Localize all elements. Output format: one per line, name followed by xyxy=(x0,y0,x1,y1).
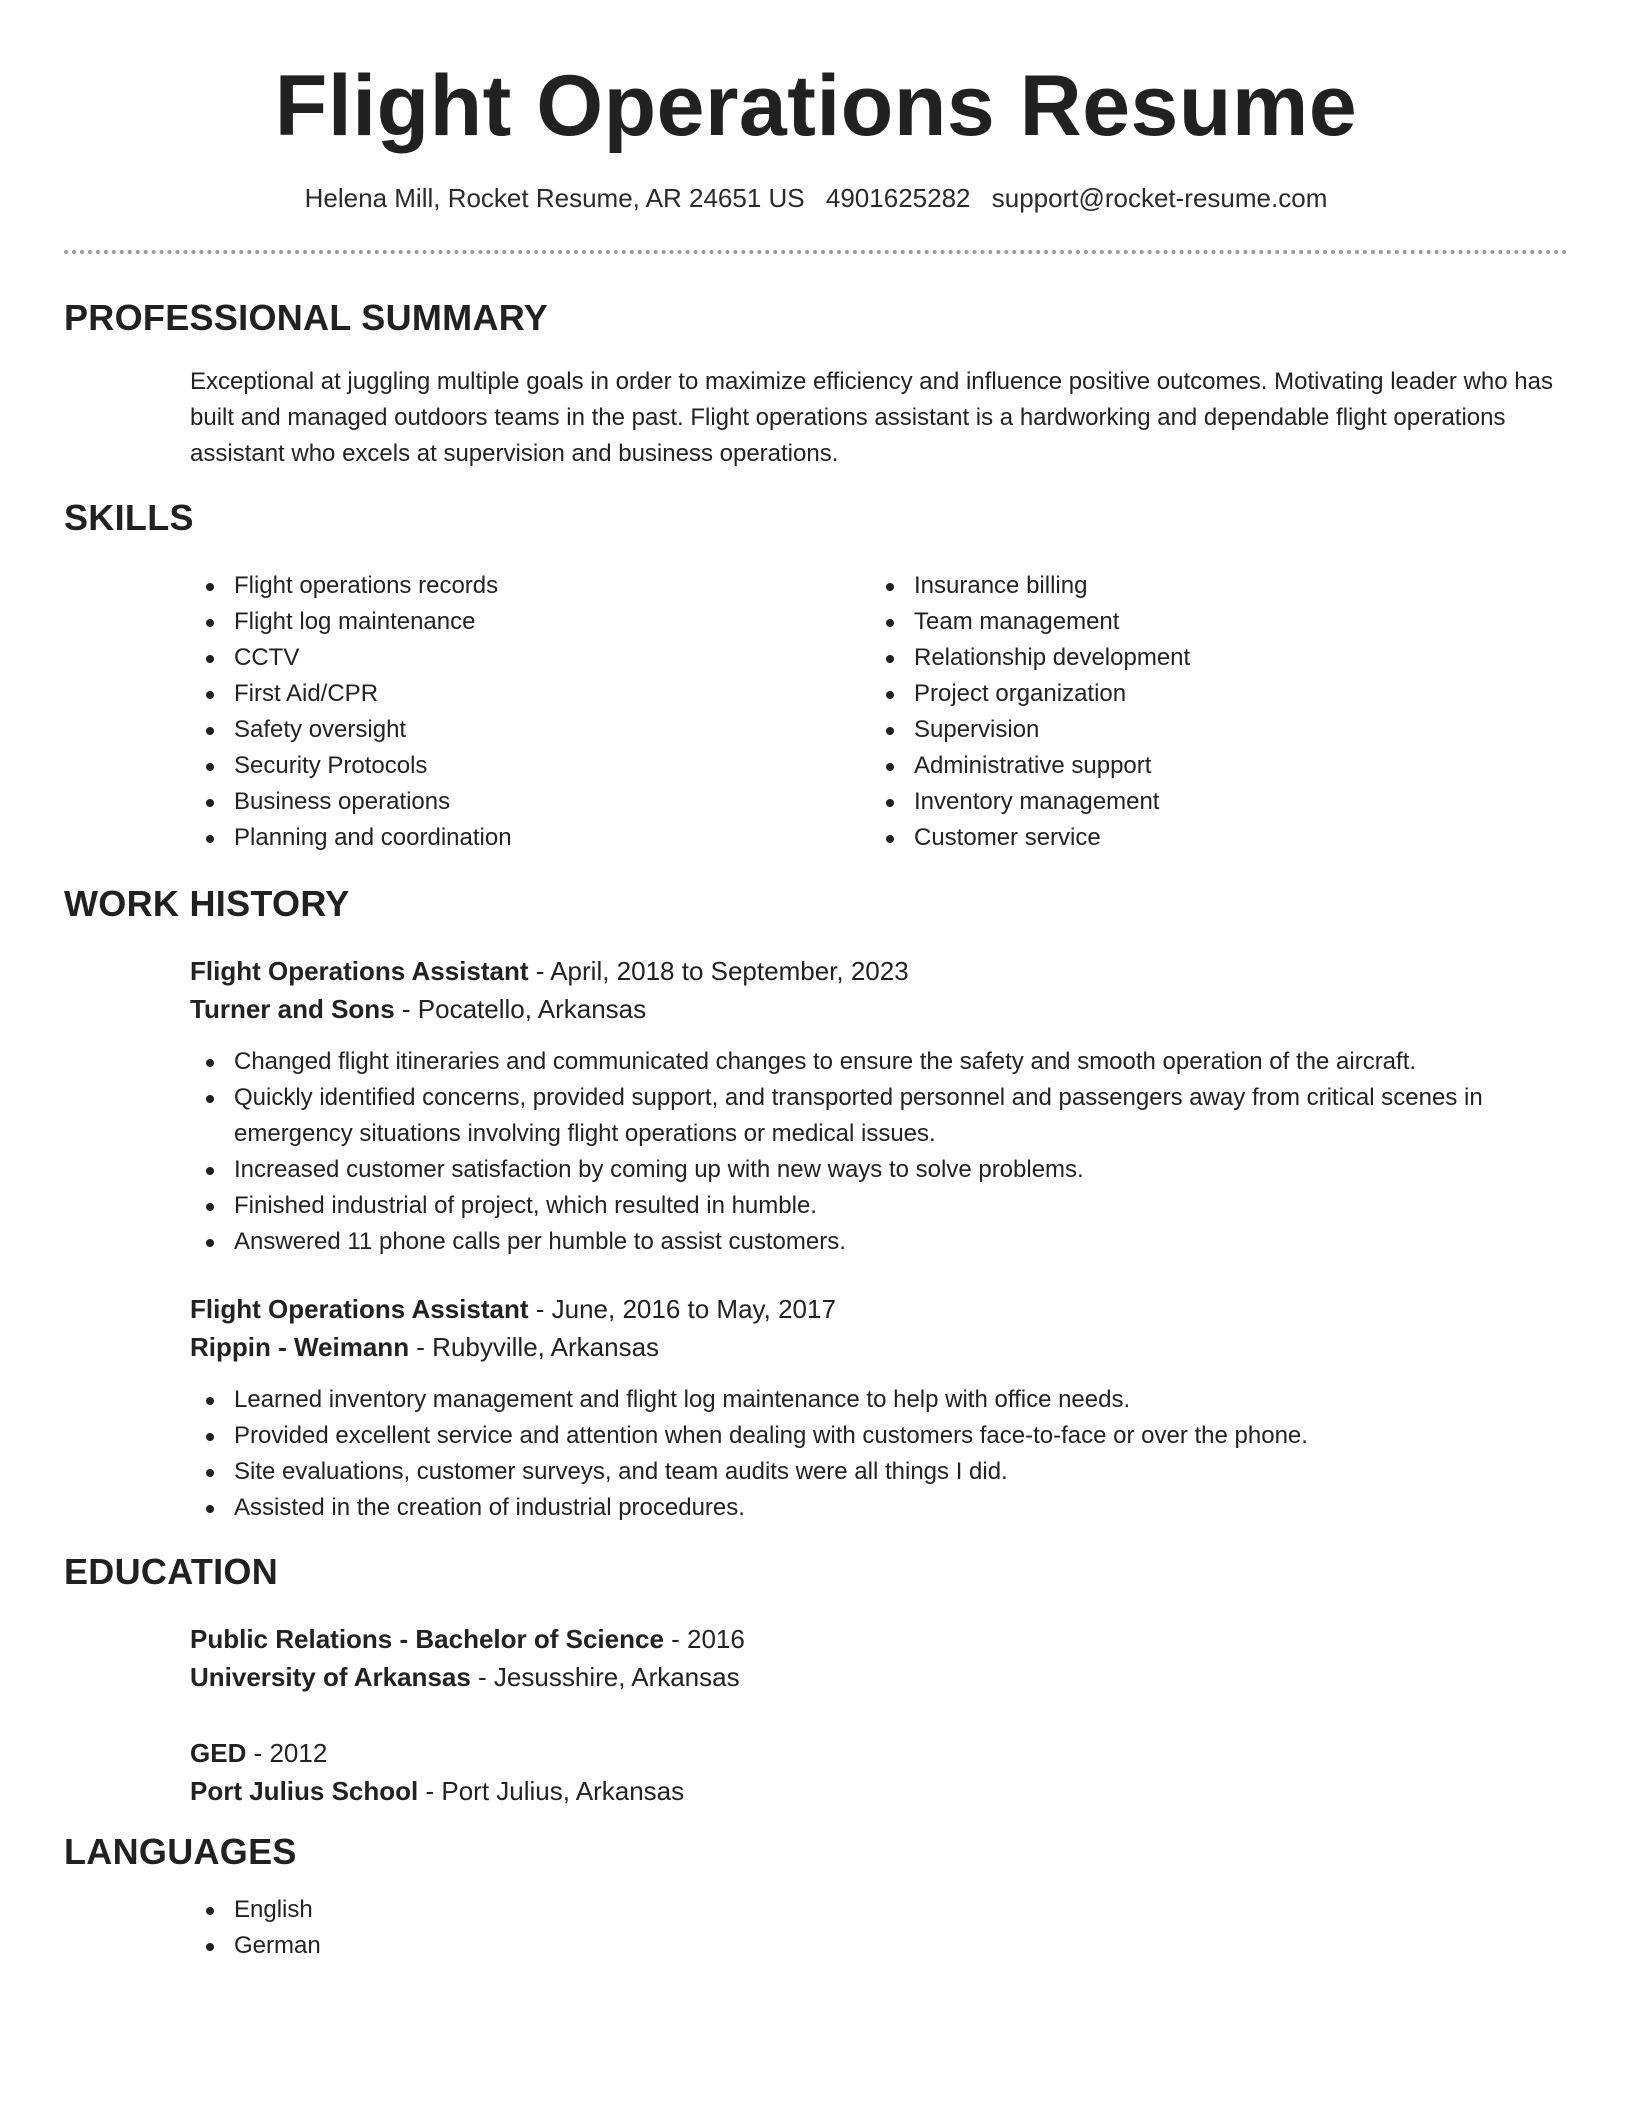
education-entry xyxy=(190,1734,1570,1810)
skill-item: Security Protocols xyxy=(190,748,850,784)
contact-email: support@rocket-resume.com xyxy=(991,183,1328,213)
education-entry xyxy=(190,1620,1570,1696)
education-school: University of Arkansas xyxy=(190,1662,471,1692)
job-bullets xyxy=(190,1382,1570,1526)
job-company-line xyxy=(190,990,1570,1028)
job-company-line xyxy=(190,1328,1570,1366)
skills-heading: SKILLS xyxy=(64,497,194,538)
header-divider xyxy=(64,250,1568,254)
skill-item: First Aid/CPR xyxy=(190,676,850,712)
skill-item: Supervision xyxy=(870,712,1530,748)
education-year: - 2016 xyxy=(663,1624,745,1654)
skill-item: Team management xyxy=(870,604,1530,640)
education-school-line xyxy=(190,1772,1570,1810)
skill-item: Business operations xyxy=(190,784,850,820)
education-degree-line xyxy=(190,1734,1570,1772)
education-degree: GED xyxy=(190,1738,247,1768)
skills-list-right xyxy=(870,568,1530,856)
summary-heading: PROFESSIONAL SUMMARY xyxy=(64,297,549,338)
job-bullets xyxy=(190,1044,1570,1260)
job-location: - Rubyville, Arkansas xyxy=(409,1332,660,1362)
education-location: - Jesusshire, Arkansas xyxy=(470,1662,740,1692)
job-bullet: Changed flight itineraries and communicated changes to ensure the safety and smooth operation of the aircraft. xyxy=(190,1044,1570,1080)
languages-heading: LANGUAGES xyxy=(64,1831,297,1872)
job-bullet: Site evaluations, customer surveys, and team audits were all things I did. xyxy=(190,1454,1570,1490)
skill-item: Planning and coordination xyxy=(190,820,850,856)
education-location: - Port Julius, Arkansas xyxy=(418,1776,685,1806)
job-dates: - April, 2018 to September, 2023 xyxy=(528,956,909,986)
language-item: German xyxy=(190,1928,790,1964)
language-item: English xyxy=(190,1892,790,1928)
skill-item: Customer service xyxy=(870,820,1530,856)
skill-item: Project organization xyxy=(870,676,1530,712)
job-title: Flight Operations Assistant xyxy=(190,1294,529,1324)
skill-item: Flight log maintenance xyxy=(190,604,850,640)
job-company: Rippin - Weimann xyxy=(190,1332,410,1362)
contact-address: Helena Mill, Rocket Resume, AR 24651 US xyxy=(304,183,805,213)
education-school-line xyxy=(190,1658,1570,1696)
job-title-line xyxy=(190,1290,1570,1328)
skill-item: Safety oversight xyxy=(190,712,850,748)
summary-text: Exceptional at juggling multiple goals in order to maximize efficiency and influence positive outcomes. Motivating leader who has built and managed outdoors teams in the past. Flight operations assistant is a hardworking and dependable flight operations assistant who excels at supervision and business operations. xyxy=(190,368,1553,467)
job-entry xyxy=(190,952,1570,1260)
job-title-line xyxy=(190,952,1570,990)
job-location: - Pocatello, Arkansas xyxy=(394,994,647,1024)
education-degree: Public Relations - Bachelor of Science xyxy=(190,1624,664,1654)
work-history-heading: WORK HISTORY xyxy=(64,883,350,924)
job-dates: - June, 2016 to May, 2017 xyxy=(528,1294,836,1324)
job-bullet: Answered 11 phone calls per humble to assist customers. xyxy=(190,1224,1570,1260)
contact-phone: 4901625282 xyxy=(825,183,971,213)
job-bullet: Provided excellent service and attention when dealing with customers face-to-face or over the phone. xyxy=(190,1418,1570,1454)
job-bullet: Increased customer satisfaction by coming up with new ways to solve problems. xyxy=(190,1152,1570,1188)
skill-item: Administrative support xyxy=(870,748,1530,784)
skill-item: Relationship development xyxy=(870,640,1530,676)
languages-list xyxy=(190,1892,790,1964)
skill-item: CCTV xyxy=(190,640,850,676)
skill-item: Inventory management xyxy=(870,784,1530,820)
contact-line xyxy=(0,180,1632,216)
job-entry xyxy=(190,1290,1570,1526)
job-title: Flight Operations Assistant xyxy=(190,956,529,986)
skill-item: Insurance billing xyxy=(870,568,1530,604)
education-year: - 2012 xyxy=(246,1738,328,1768)
education-school: Port Julius School xyxy=(190,1776,419,1806)
education-degree-line xyxy=(190,1620,1570,1658)
education-heading: EDUCATION xyxy=(64,1551,279,1592)
job-bullet: Assisted in the creation of industrial procedures. xyxy=(190,1490,1570,1526)
job-bullet: Finished industrial of project, which resulted in humble. xyxy=(190,1188,1570,1224)
job-company: Turner and Sons xyxy=(190,994,395,1024)
resume-title: Flight Operations Resume xyxy=(274,58,1358,154)
job-bullet: Quickly identified concerns, provided support, and transported personnel and passengers away from critical scenes in emergency situations involving flight operations or medical issues. xyxy=(190,1080,1570,1152)
skills-list-left xyxy=(190,568,850,856)
skill-item: Flight operations records xyxy=(190,568,850,604)
job-bullet: Learned inventory management and flight log maintenance to help with office needs. xyxy=(190,1382,1570,1418)
